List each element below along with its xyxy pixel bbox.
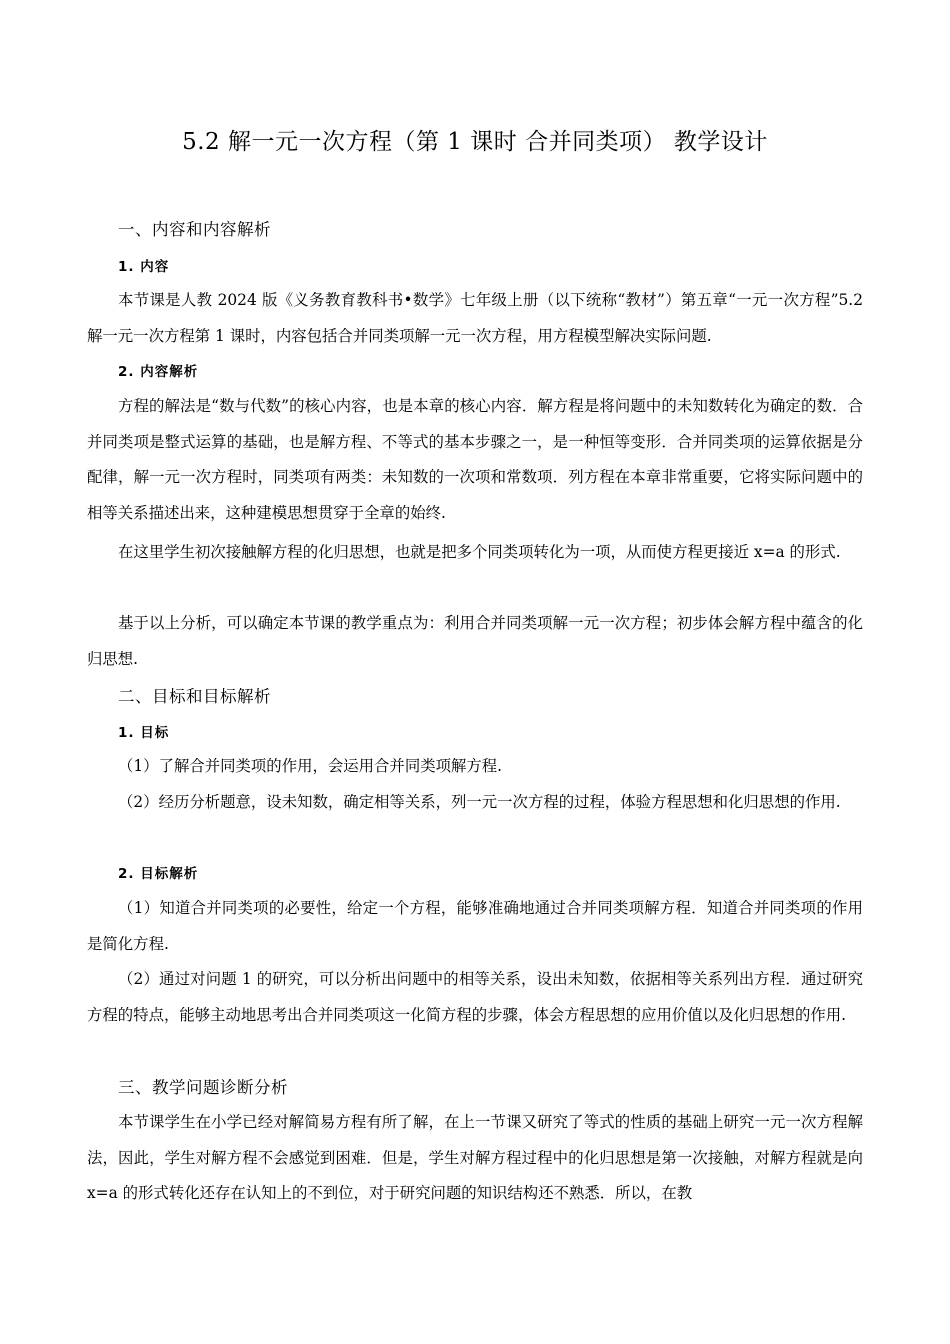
paragraph-content-analysis-2: 在这里学生初次接触解方程的化归思想，也就是把多个同类项转化为一项，从而使方程更接近 x=a 的形式. xyxy=(118,543,841,561)
section-heading-diagnosis: 三、教学问题诊断分析 xyxy=(118,1078,288,1097)
paragraph-content-analysis-1: 方程的解法是“数与代数”的核心内容，也是本章的核心内容．解方程是将问题中的未知数转化为确定的数．合并同类项是整式运算的基础，也是解方程、不等式的基本步骤之一，是一种恒等变形．合并同类项的运算依据是分配律，解一元一次方程时，同类项有两类：未知数的一次项和常数项．列方程在本章非常重要，它将实际问题中的相等关系描述出来，这种建模思想贯穿于全章的始终. xyxy=(87,397,863,522)
paragraph-goal-analysis-2: （2）通过对问题 1 的研究，可以分析出问题中的相等关系，设出未知数，依据相等关系列出方程．通过研究方程的特点，能够主动地思考出合并同类项这一化简方程的步骤，体会方程思想的应用价值以及化归思想的作用. xyxy=(87,970,863,1024)
paragraph-diagnosis: 本节课学生在小学已经对解简易方程有所了解，在上一节课又研究了等式的性质的基础上研究一元一次方程解法，因此，学生对解方程不会感觉到困难．但是，学生对解方程过程中的化归思想是第一次接触，对解方程就是向 x=a 的形式转化还存在认知上的不到位，对于研究问题的知识结构还不熟悉．所以，在教 xyxy=(87,1113,863,1202)
paragraph-content-analysis-3: 基于以上分析，可以确定本节课的教学重点为：利用合并同类项解一元一次方程；初步体会解方程中蕴含的化归思想. xyxy=(87,614,863,668)
section-heading-content: 一、内容和内容解析 xyxy=(118,220,271,239)
paragraph-goal-1: （1）了解合并同类项的作用，会运用合并同类项解方程. xyxy=(118,757,503,775)
paragraph-goal-analysis-1: （1）知道合并同类项的必要性，给定一个方程，能够准确地通过合并同类项解方程．知道合并同类项的作用是简化方程. xyxy=(87,899,863,953)
subsection-heading-content: 1. 内容 xyxy=(118,259,170,275)
paragraph-content-intro: 本节课是人教 2024 版《义务教育教科书•数学》七年级上册（以下统称“教材”）第五章“一元一次方程”5.2 解一元一次方程第 1 课时，内容包括合并同类项解一元一次方程，用方程模型解决实际问题. xyxy=(87,291,863,345)
subsection-heading-goal-analysis: 2. 目标解析 xyxy=(118,866,199,882)
subsection-heading-goals: 1. 目标 xyxy=(118,725,170,741)
subsection-heading-content-analysis: 2. 内容解析 xyxy=(118,364,199,380)
section-heading-goals: 二、目标和目标解析 xyxy=(118,687,271,706)
document-title: 5.2 解一元一次方程（第 1 课时 合并同类项） 教学设计 xyxy=(182,129,768,155)
paragraph-goal-2: （2）经历分析题意，设未知数，确定相等关系，列一元一次方程的过程，体验方程思想和化归思想的作用. xyxy=(118,793,841,811)
